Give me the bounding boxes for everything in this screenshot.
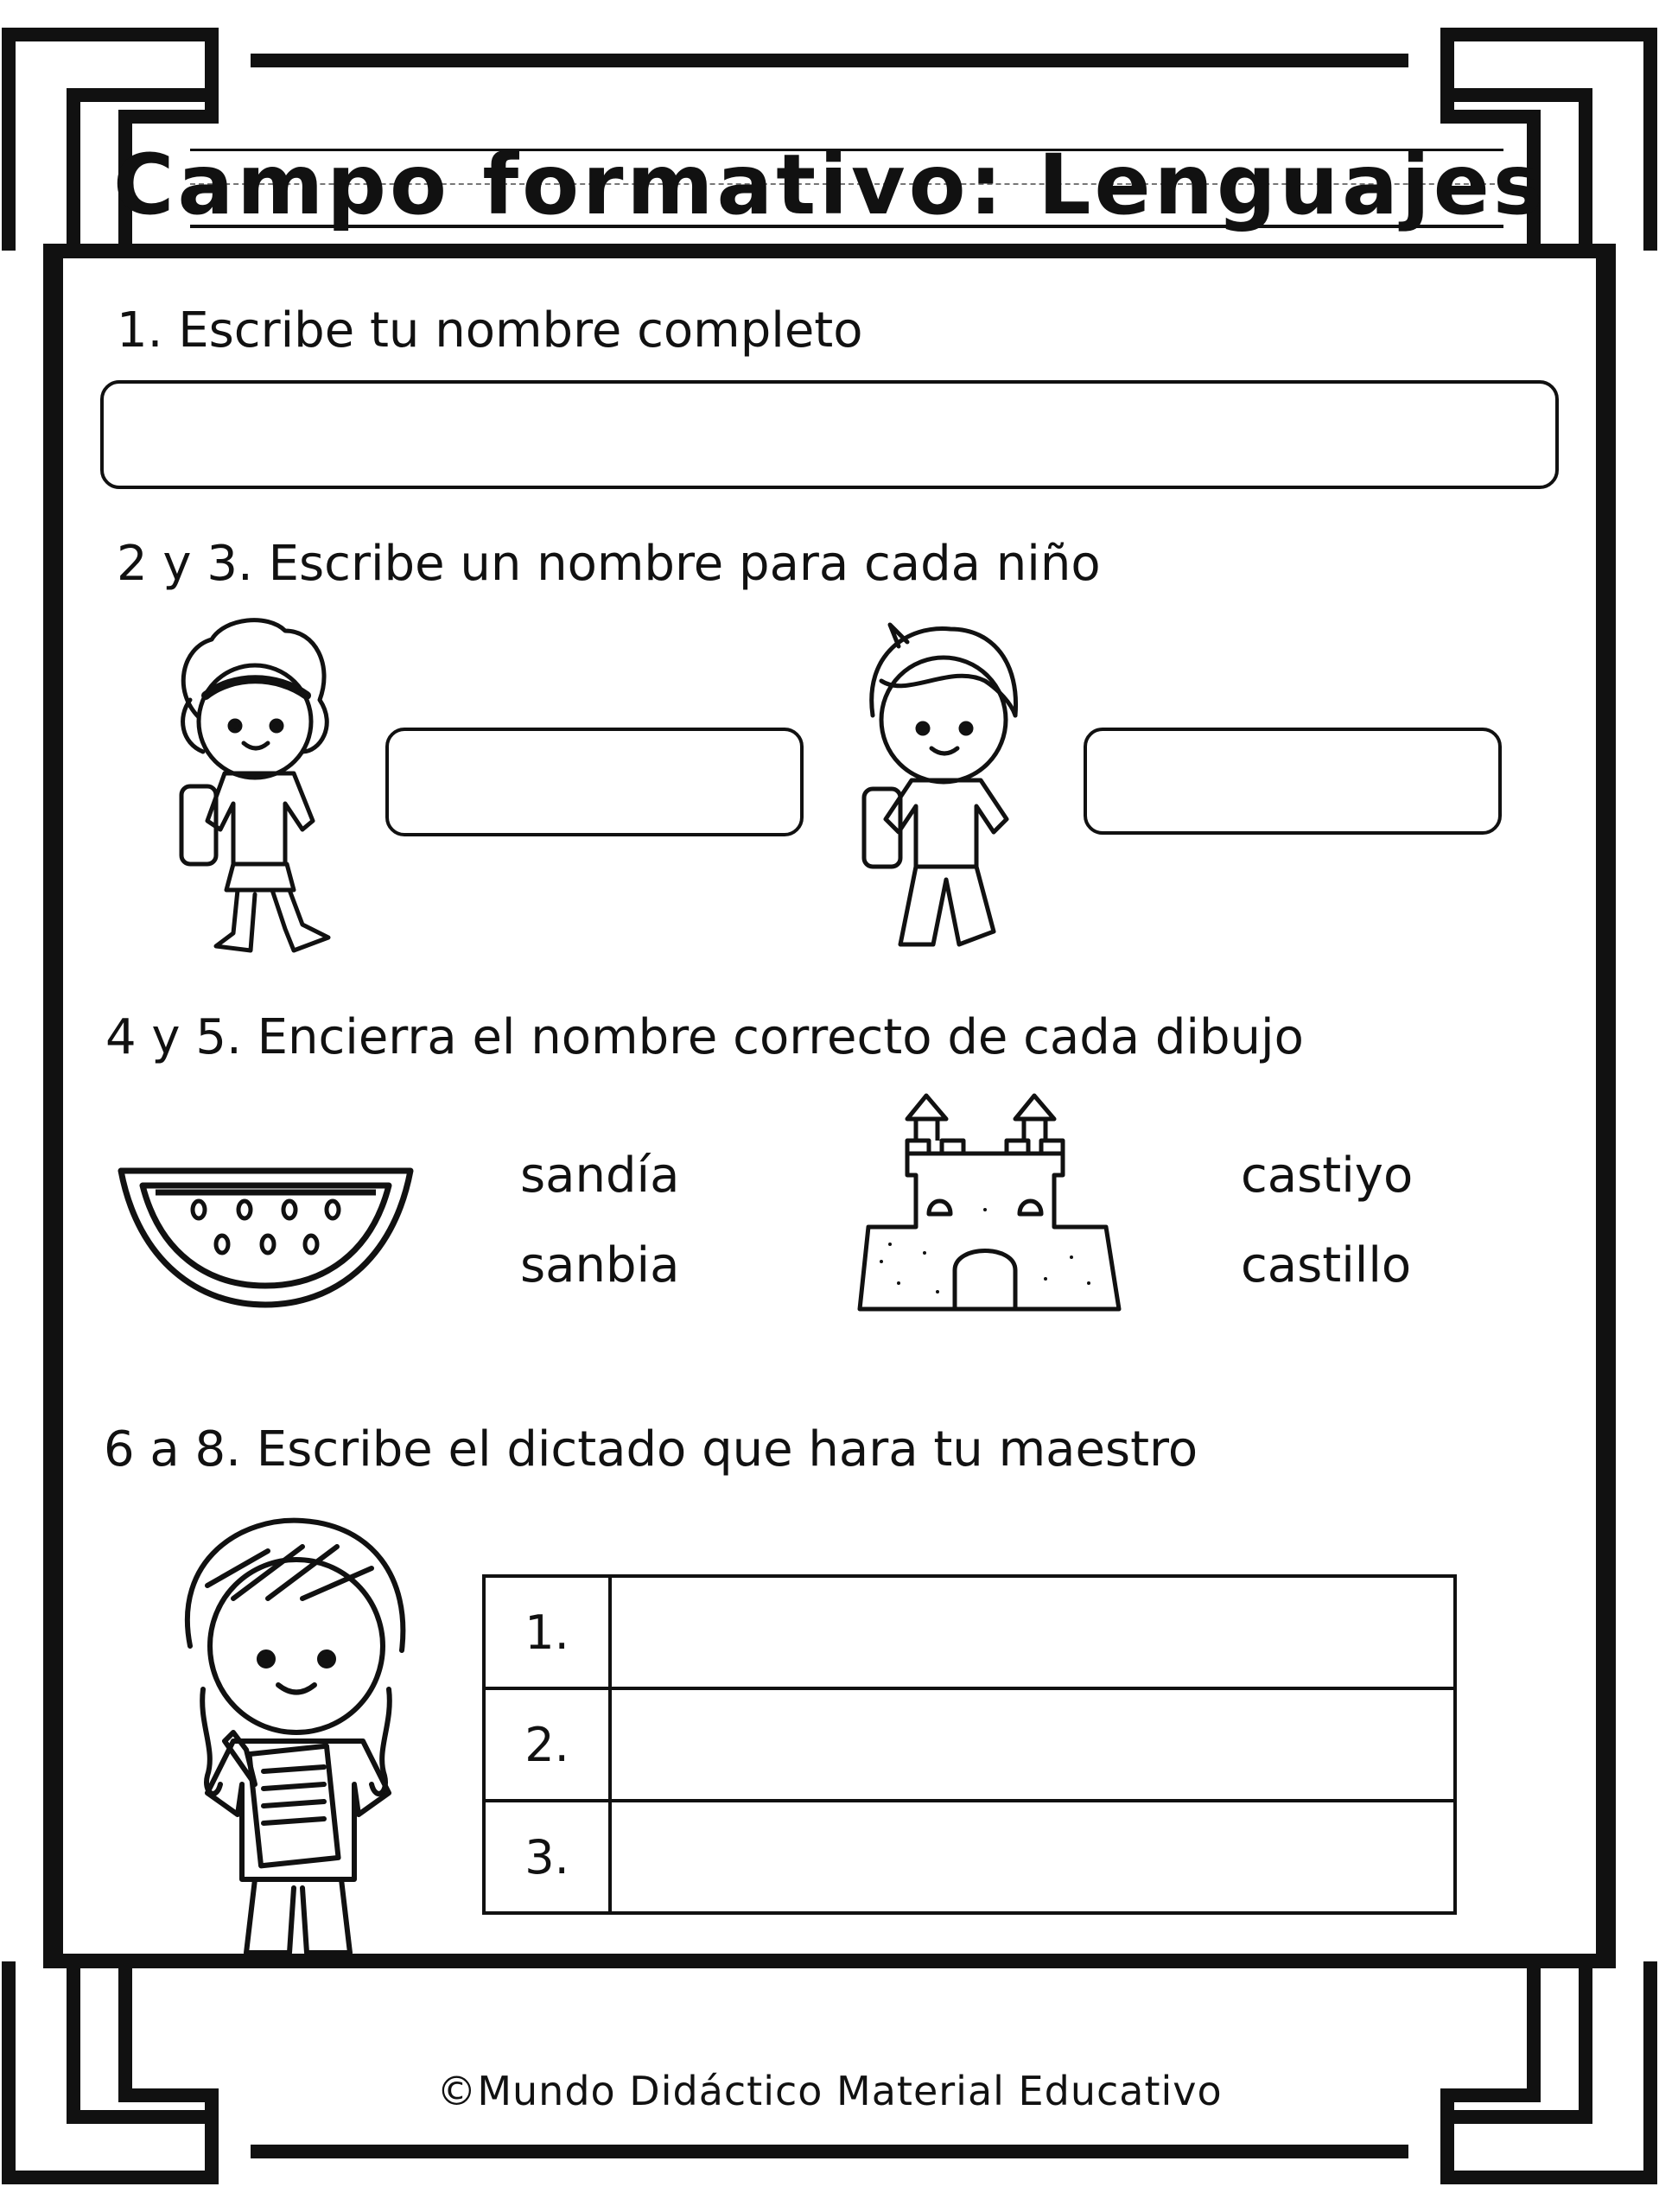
boy-with-backpack-icon (847, 620, 1037, 949)
girl-with-notebook-icon (173, 1516, 423, 1966)
dictation-row (484, 1576, 1455, 1688)
full-name-input-box[interactable] (100, 380, 1559, 489)
dictation-answer-cell[interactable] (610, 1688, 1455, 1801)
question-1-label: 1. Escribe tu nombre completo (117, 302, 863, 359)
question-2-3-label: 2 y 3. Escribe un nombre para cada niño (117, 536, 1101, 592)
dictation-table (482, 1574, 1457, 1915)
dictation-row-number: 2. (484, 1688, 610, 1801)
watermelon-slice-icon (117, 1166, 415, 1309)
page-title: Campo formativo: Lenguajes (113, 137, 1546, 233)
dictation-answer-cell[interactable] (610, 1801, 1455, 1913)
dictation-row-number: 1. (484, 1576, 610, 1688)
watermelon-option-1[interactable]: sandía (520, 1147, 680, 1204)
castle-option-1[interactable]: castiyo (1241, 1147, 1414, 1204)
girl-with-backpack-icon (164, 613, 346, 959)
dictation-answer-cell[interactable] (610, 1576, 1455, 1688)
boy-name-input-box[interactable] (1084, 728, 1502, 835)
watermelon-option-2[interactable]: sanbia (520, 1237, 680, 1294)
girl-name-input-box[interactable] (385, 728, 804, 836)
question-6-8-label: 6 a 8. Escribe el dictado que hara tu maestro (104, 1421, 1198, 1478)
sand-castle-icon (855, 1115, 1123, 1313)
dictation-row (484, 1688, 1455, 1801)
dictation-row (484, 1801, 1455, 1913)
castle-option-2[interactable]: castillo (1241, 1237, 1412, 1294)
dictation-row-number: 3. (484, 1801, 610, 1913)
copyright-footer: ©Mundo Didáctico Material Educativo (436, 2068, 1223, 2114)
question-4-5-label: 4 y 5. Encierra el nombre correcto de cada dibujo (105, 1009, 1304, 1065)
